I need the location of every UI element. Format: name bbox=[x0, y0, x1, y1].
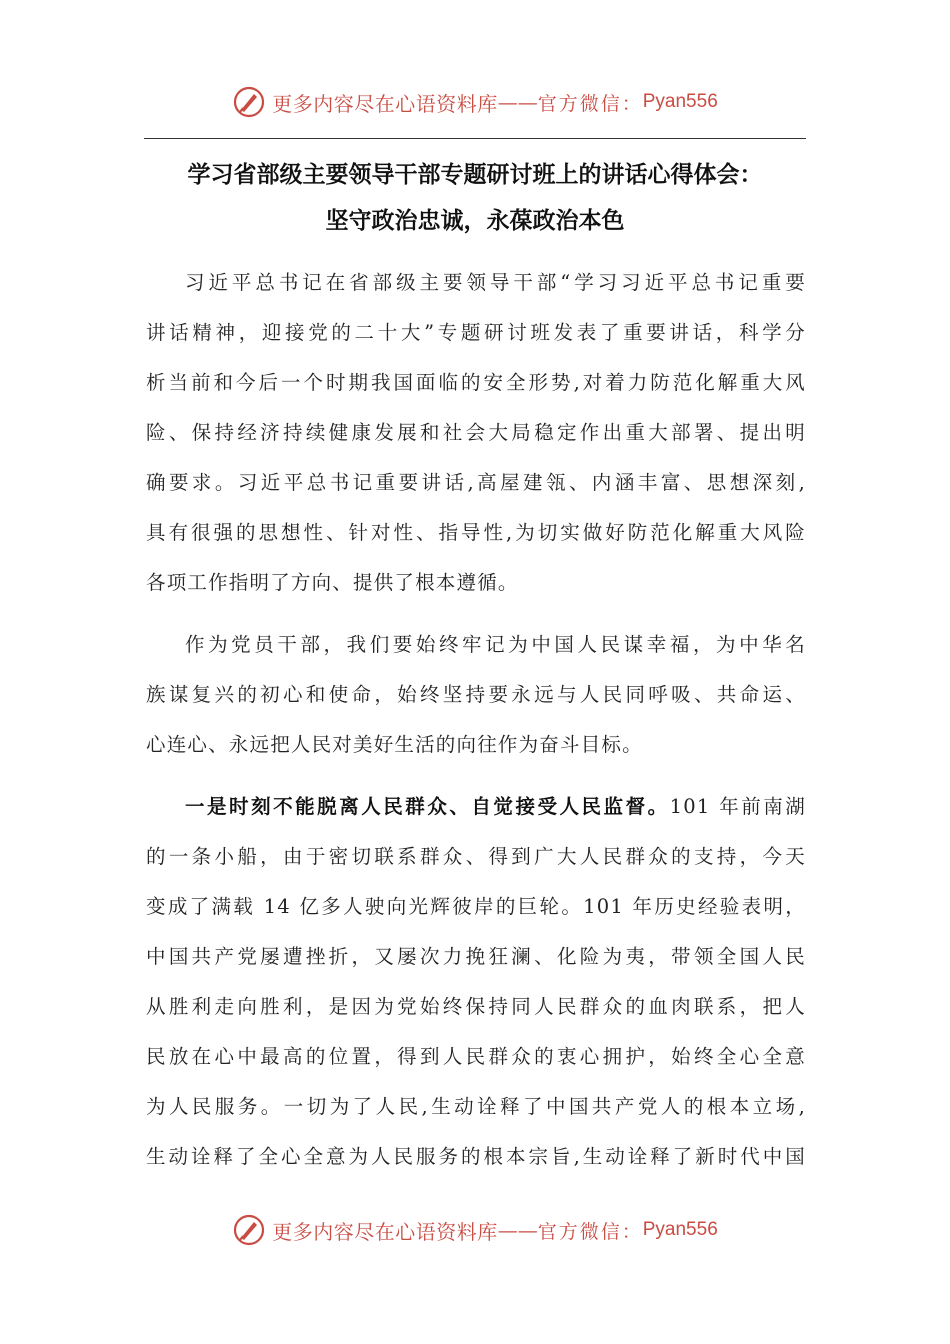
paragraph-line: 变成了满载 14 亿多人驶向光辉彼岸的巨轮。101 年历史经验表明， bbox=[146, 895, 806, 918]
document-title-line-1: 学习省部级主要领导干部专题研讨班上的讲话心得体会： bbox=[187, 162, 763, 188]
header-divider bbox=[144, 138, 806, 139]
footer-watermark-banner bbox=[0, 1206, 950, 1254]
paragraph-1 bbox=[146, 258, 806, 608]
banner-wechat-id: Pyan556 bbox=[642, 91, 718, 112]
paragraph-line: 作为党员干部，我们要始终牢记为中国人民谋幸福，为中华名 bbox=[185, 633, 806, 656]
paragraph-line: 生动诠释了全心全意为人民服务的根本宗旨,生动诠释了新时代中国 bbox=[146, 1145, 806, 1168]
paragraph-line: 各项工作指明了方向、提供了根本遵循。 bbox=[146, 571, 519, 594]
document-title-line-2: 坚守政治忠诚，永葆政治本色 bbox=[325, 208, 625, 234]
paragraph-line: 为人民服务。一切为了人民,生动诠释了中国共产党人的根本立场, bbox=[146, 1095, 806, 1118]
quill-logo-icon bbox=[232, 1213, 266, 1247]
paragraph-line: 习近平总书记在省部级主要领导干部“学习习近平总书记重要 bbox=[185, 271, 806, 294]
banner-separator: —— bbox=[497, 90, 538, 114]
header-watermark-banner bbox=[0, 78, 950, 126]
banner-text: 更多内容尽在心语资料库 bbox=[272, 1219, 498, 1244]
paragraph-line: 确要求。习近平总书记重要讲话,高屋建瓴、内涵丰富、思想深刻, bbox=[146, 471, 806, 494]
paragraph-line: 心连心、永远把人民对美好生活的向往作为奋斗目标。 bbox=[146, 733, 643, 756]
paragraph-line: 险、保持经济持续健康发展和社会大局稳定作出重大部署、提出明 bbox=[146, 421, 806, 444]
paragraph-line: 具有很强的思想性、针对性、指导性,为切实做好防范化解重大风险 bbox=[146, 521, 806, 544]
banner-text: 更多内容尽在心语资料库 bbox=[272, 91, 498, 116]
paragraph-line: 讲话精神，迎接党的二十大”专题研讨班发表了重要讲话，科学分 bbox=[146, 321, 806, 344]
banner-separator: —— bbox=[497, 1218, 538, 1242]
paragraph-first-line bbox=[146, 782, 806, 832]
paragraph-heading-bold: 一是时刻不能脱离人民群众、自觉接受人民监督。 bbox=[185, 795, 670, 818]
paragraph-first-line-rest: 101 年前南湖 bbox=[669, 795, 806, 818]
banner-official-label: 官方微信： bbox=[537, 92, 643, 115]
paragraph-line: 中国共产党屡遭挫折，又屡次力挽狂澜、化险为夷，带领全国人民 bbox=[146, 945, 806, 968]
banner-official-label: 官方微信： bbox=[537, 1220, 643, 1243]
paragraph-line: 民放在心中最高的位置，得到人民群众的衷心拥护，始终全心全意 bbox=[146, 1045, 806, 1068]
paragraph-line: 析当前和今后一个时期我国面临的安全形势,对着力防范化解重大风 bbox=[146, 371, 806, 394]
paragraph-3 bbox=[146, 782, 806, 1182]
paragraph-line: 从胜利走向胜利，是因为党始终保持同人民群众的血肉联系，把人 bbox=[146, 995, 806, 1018]
banner-wechat-id: Pyan556 bbox=[642, 1219, 718, 1240]
paragraph-line: 的一条小船，由于密切联系群众、得到广大人民群众的支持，今天 bbox=[146, 845, 806, 868]
paragraph-2 bbox=[146, 620, 806, 770]
paragraph-line: 族谋复兴的初心和使命，始终坚持要永远与人民同呼吸、共命运、 bbox=[146, 683, 806, 706]
quill-logo-icon bbox=[232, 85, 266, 119]
